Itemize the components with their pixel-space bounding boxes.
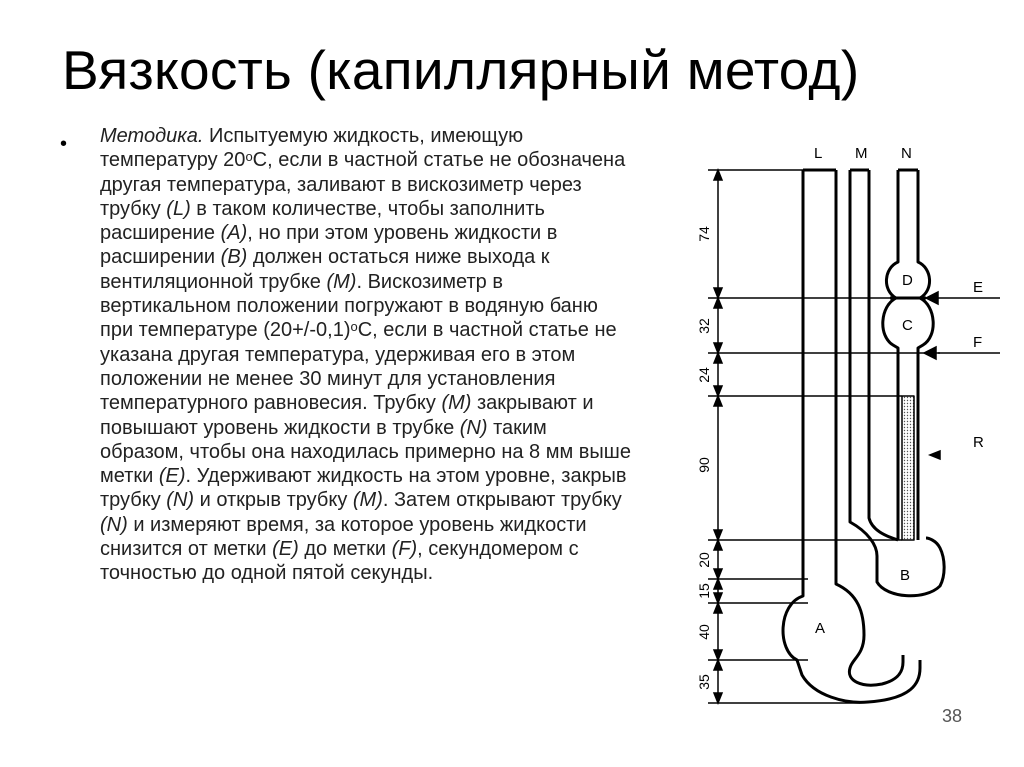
tube-ref: (М) [352, 489, 383, 512]
bulb-b-label: B [900, 567, 911, 584]
tube-ref: (N) [166, 489, 195, 512]
bulb-c-label: C [902, 317, 913, 334]
text-run: в таком количестве, чтобы заполнить расширение [100, 197, 545, 245]
page-number: 38 [942, 706, 963, 726]
degree-superscript: o [245, 149, 253, 165]
text-run: , но при этом уровень жидкости в расширении [100, 222, 558, 269]
tube-ref: (N) [459, 416, 488, 439]
degree-superscript: o [350, 319, 358, 335]
mark-e-arrowhead [926, 292, 938, 304]
bulb-b-outline [877, 538, 944, 596]
mark-f-arrowhead [924, 347, 936, 359]
bulb-ref: (В) [220, 246, 248, 269]
method-description [100, 124, 635, 586]
mark-e-label: E [973, 279, 984, 296]
bullet-marker: • [60, 133, 68, 155]
dimension-arrow [714, 353, 722, 363]
bulb-d-label: D [902, 272, 913, 289]
tube-m-right-wall [869, 170, 898, 540]
dimension-arrow [714, 170, 722, 180]
dimension-arrow [714, 660, 722, 670]
tube-n-left-wall [883, 170, 898, 540]
text-run: , секундомером с точностью до одной пятой секунды. [100, 538, 579, 585]
tube-m-label: M [855, 145, 868, 162]
tube-ref: (М) [326, 270, 357, 293]
mark-f-label: F [973, 334, 983, 351]
dimension-arrow [714, 298, 722, 308]
mark-r-arrowhead [930, 451, 940, 459]
dimension-label: 90 [696, 457, 712, 473]
text-run: должен остаться ниже выхода к вентиляционной трубке [100, 246, 550, 293]
text-run: и открыв трубку [194, 489, 353, 512]
tube-ref: (N) [100, 513, 128, 536]
dimension-label: 15 [696, 583, 712, 599]
dimension-label: 32 [696, 318, 712, 334]
dimension-arrow [714, 579, 722, 589]
text-run: Методика. [100, 125, 204, 147]
text-run: С, если в частной статье не обозначена другая температура, заливают в вискозиметр через трубку [100, 149, 626, 220]
text-run: таким образом, чтобы она находилась примерно на 8 мм выше метки [100, 416, 631, 488]
tube-ref: (М) [441, 392, 472, 415]
text-run: . Удерживают жидкость на этом уровне, закрыв трубку [100, 465, 627, 512]
text-run: С, если в частной статье не указана другая температура, удерживая его в этом положении не менее 30 минут для установления температурного равновесия. Трубку [100, 319, 617, 415]
mark-ref: (Е) [272, 538, 299, 561]
tube-n-label: N [901, 145, 912, 162]
slide-title: Вязкость (капиллярный метод) [62, 39, 860, 101]
dimension-arrow [714, 540, 722, 550]
mark-ref: (F) [391, 538, 418, 561]
dimension-label: 74 [696, 226, 712, 242]
dimension-label: 20 [696, 552, 712, 568]
tube-ref: (L) [166, 197, 191, 220]
viscometer-diagram [676, 136, 1006, 716]
text-run: и измеряют время, за которое уровень жидкости снизится от метки [100, 513, 587, 561]
dimension-arrow [714, 693, 722, 703]
text-run: Испытуемую жидкость, имеющую температуру 20 [100, 125, 524, 172]
dimension-label: 40 [696, 624, 712, 640]
tube-l-label: L [814, 145, 823, 162]
bulb-ref: (А) [220, 222, 248, 245]
capillary-r [902, 396, 914, 540]
dimension-arrow [714, 396, 722, 406]
dimension-label: 35 [696, 674, 712, 690]
text-run: . Вискозиметр в вертикальном положении погружают в водяную баню при температуре (20+/-0,1) [100, 270, 598, 342]
dimension-label: 24 [696, 367, 712, 383]
dimension-arrow [714, 603, 722, 613]
text-run: до метки [298, 538, 392, 561]
bulb-a-label: A [815, 620, 826, 637]
mark-r-label: R [973, 434, 984, 451]
text-run: . Затем открывают трубку [382, 489, 622, 512]
tube-m-left-wall [850, 170, 877, 556]
text-run: закрывают и повышают уровень жидкости в трубке [100, 392, 594, 439]
mark-ref: (Е) [158, 465, 186, 488]
